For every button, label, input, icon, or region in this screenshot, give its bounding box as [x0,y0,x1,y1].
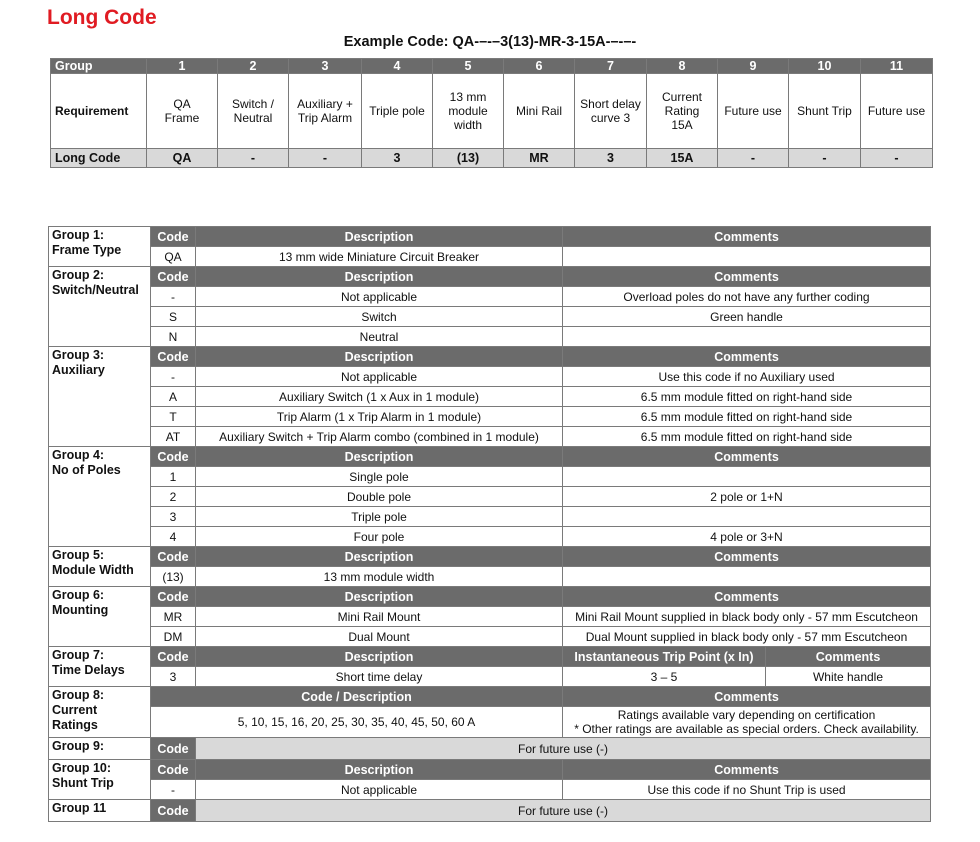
description-header: Description [196,547,563,567]
group-number: 8 [647,59,718,74]
description-cell: 13 mm module width [196,567,563,587]
table-row [49,407,931,427]
group-number: 3 [289,59,362,74]
requirement-cell: Shunt Trip [789,74,861,149]
comments-cell: 6.5 mm module fitted on right-hand side [563,407,931,427]
code-cell: 3 [151,507,196,527]
comments-header: Comments [563,347,931,367]
code-header: Code [151,447,196,467]
code-cell: 1 [151,467,196,487]
comments-cell: Green handle [563,307,931,327]
description-cell: Four pole [196,527,563,547]
code-cell: A [151,387,196,407]
description-header: Description [196,647,563,667]
long-code-row [51,149,933,168]
requirement-cell: QA Frame [147,74,218,149]
group-number: 2 [218,59,289,74]
comments-cell [563,567,931,587]
future-use-cell: For future use (-) [196,800,931,822]
requirement-cell: Future use [718,74,789,149]
description-cell: Not applicable [196,287,563,307]
description-cell: Auxiliary Switch + Trip Alarm combo (combined in 1 module) [196,427,563,447]
description-header: Description [196,760,563,780]
description-cell: Auxiliary Switch (1 x Aux in 1 module) [196,387,563,407]
comments-header: Comments [563,447,931,467]
table-row [49,707,931,738]
group-label: Group 7: Time Delays [49,647,151,687]
table-row [49,527,931,547]
code-cell: S [151,307,196,327]
description-header: Description [196,227,563,247]
description-cell: Double pole [196,487,563,507]
group-detail-table [48,226,931,822]
comments-cell: Use this code if no Shunt Trip is used [563,780,931,800]
code-header: Code [151,760,196,780]
group-number: 10 [789,59,861,74]
table-row [49,667,931,687]
group-number: 1 [147,59,218,74]
requirement-cell: Mini Rail [504,74,575,149]
code-header: Code [151,547,196,567]
table-row [49,327,931,347]
example-code: Example Code: QA-–-–3(13)-MR-3-15A-–-–- [343,34,637,50]
code-cell: N [151,327,196,347]
group-number: 9 [718,59,789,74]
comments-cell: 6.5 mm module fitted on right-hand side [563,427,931,447]
code-cell: - [151,780,196,800]
table-row [49,367,931,387]
table-row [49,607,931,627]
group-4-header-row [49,447,931,467]
comments-cell: Overload poles do not have any further coding [563,287,931,307]
group-11-row [49,800,931,822]
code-cell: MR [151,607,196,627]
future-use-cell: For future use (-) [196,738,931,760]
comments-header: Comments [563,587,931,607]
comments-cell: Mini Rail Mount supplied in black body only - 57 mm Escutcheon [563,607,931,627]
requirement-row [51,74,933,149]
trip-point-cell: 3 – 5 [563,667,766,687]
code-header: Code [151,267,196,287]
description-cell: Switch [196,307,563,327]
description-cell: Triple pole [196,507,563,527]
code-cell: DM [151,627,196,647]
comments-cell: Use this code if no Auxiliary used [563,367,931,387]
table-row [49,627,931,647]
long-code-summary-table [50,58,933,168]
group-number: 7 [575,59,647,74]
group-9-row [49,738,931,760]
group-label: Group 8: Current Ratings [49,687,151,738]
long-code-cell: 3 [575,149,647,168]
long-code-cell: QA [147,149,218,168]
table-row [49,307,931,327]
table-row [49,567,931,587]
description-header: Description [196,267,563,287]
code-cell: AT [151,427,196,447]
description-cell: 13 mm wide Miniature Circuit Breaker [196,247,563,267]
group-label: Group 2: Switch/Neutral [49,267,151,347]
comments-header: Comments [563,547,931,567]
code-cell: - [151,367,196,387]
group-number: 11 [861,59,933,74]
group-label: Group 5: Module Width [49,547,151,587]
comments-cell: 2 pole or 1+N [563,487,931,507]
code-cell: 2 [151,487,196,507]
comments-cell [563,507,931,527]
group-label: Group 1: Frame Type [49,227,151,267]
comments-header: Comments [766,647,931,667]
comments-cell: White handle [766,667,931,687]
description-cell: Single pole [196,467,563,487]
group-1-header-row [49,227,931,247]
code-cell: T [151,407,196,427]
description-cell: Dual Mount [196,627,563,647]
code-header: Code [151,227,196,247]
table-row [49,487,931,507]
table-row [49,287,931,307]
description-cell: Short time delay [196,667,563,687]
requirement-cell: 13 mm module width [433,74,504,149]
description-header: Description [196,447,563,467]
comments-header: Comments [563,267,931,287]
comments-cell: Ratings available vary depending on certification * Other ratings are available as special orders. Check availability. [563,707,931,738]
group-number: 4 [362,59,433,74]
group-label: Group 11 [49,800,151,822]
group-7-header-row [49,647,931,667]
ratings-cell: 5, 10, 15, 16, 20, 25, 30, 35, 40, 45, 50, 60 A [151,707,563,738]
comments-cell [563,467,931,487]
requirement-cell: Triple pole [362,74,433,149]
table-row [49,387,931,407]
comments-cell [563,327,931,347]
long-code-cell: - [861,149,933,168]
long-code-cell: 3 [362,149,433,168]
code-cell: (13) [151,567,196,587]
group-header-label: Group [51,59,147,74]
requirement-label: Requirement [51,74,147,149]
table-row [49,507,931,527]
description-cell: Not applicable [196,367,563,387]
code-header: Code [151,800,196,822]
long-code-label: Long Code [51,149,147,168]
long-code-cell: - [718,149,789,168]
comments-cell: 4 pole or 3+N [563,527,931,547]
group-10-header-row [49,760,931,780]
table-row [49,780,931,800]
summary-header-row [51,59,933,74]
group-label: Group 9: [49,738,151,760]
group-3-header-row [49,347,931,367]
group-2-header-row [49,267,931,287]
comments-cell [563,247,931,267]
requirement-cell: Auxiliary + Trip Alarm [289,74,362,149]
group-label: Group 6: Mounting [49,587,151,647]
group-6-header-row [49,587,931,607]
group-5-header-row [49,547,931,567]
long-code-cell: (13) [433,149,504,168]
long-code-cell: - [789,149,861,168]
requirement-cell: Future use [861,74,933,149]
code-cell: QA [151,247,196,267]
page-title: Long Code [47,6,157,29]
description-cell: Neutral [196,327,563,347]
long-code-cell: 15A [647,149,718,168]
description-cell: Mini Rail Mount [196,607,563,627]
comments-header: Comments [563,687,931,707]
description-header: Description [196,347,563,367]
description-header: Description [196,587,563,607]
comments-header: Comments [563,227,931,247]
long-code-cell: - [218,149,289,168]
code-header: Code [151,738,196,760]
table-row [49,427,931,447]
code-header: Code [151,647,196,667]
table-row [49,467,931,487]
comments-header: Comments [563,760,931,780]
requirement-cell: Switch / Neutral [218,74,289,149]
requirement-cell: Current Rating 15A [647,74,718,149]
group-8-header-row [49,687,931,707]
group-label: Group 4: No of Poles [49,447,151,547]
code-description-header: Code / Description [151,687,563,707]
long-code-cell: - [289,149,362,168]
code-cell: - [151,287,196,307]
requirement-cell: Short delay curve 3 [575,74,647,149]
comments-cell: Dual Mount supplied in black body only - 57 mm Escutcheon [563,627,931,647]
long-code-cell: MR [504,149,575,168]
group-number: 6 [504,59,575,74]
code-cell: 4 [151,527,196,547]
group-number: 5 [433,59,504,74]
trip-point-header: Instantaneous Trip Point (x In) [563,647,766,667]
comments-cell: 6.5 mm module fitted on right-hand side [563,387,931,407]
description-cell: Not applicable [196,780,563,800]
table-row [49,247,931,267]
group-label: Group 3: Auxiliary [49,347,151,447]
code-cell: 3 [151,667,196,687]
description-cell: Trip Alarm (1 x Trip Alarm in 1 module) [196,407,563,427]
code-header: Code [151,587,196,607]
code-header: Code [151,347,196,367]
group-label: Group 10: Shunt Trip [49,760,151,800]
